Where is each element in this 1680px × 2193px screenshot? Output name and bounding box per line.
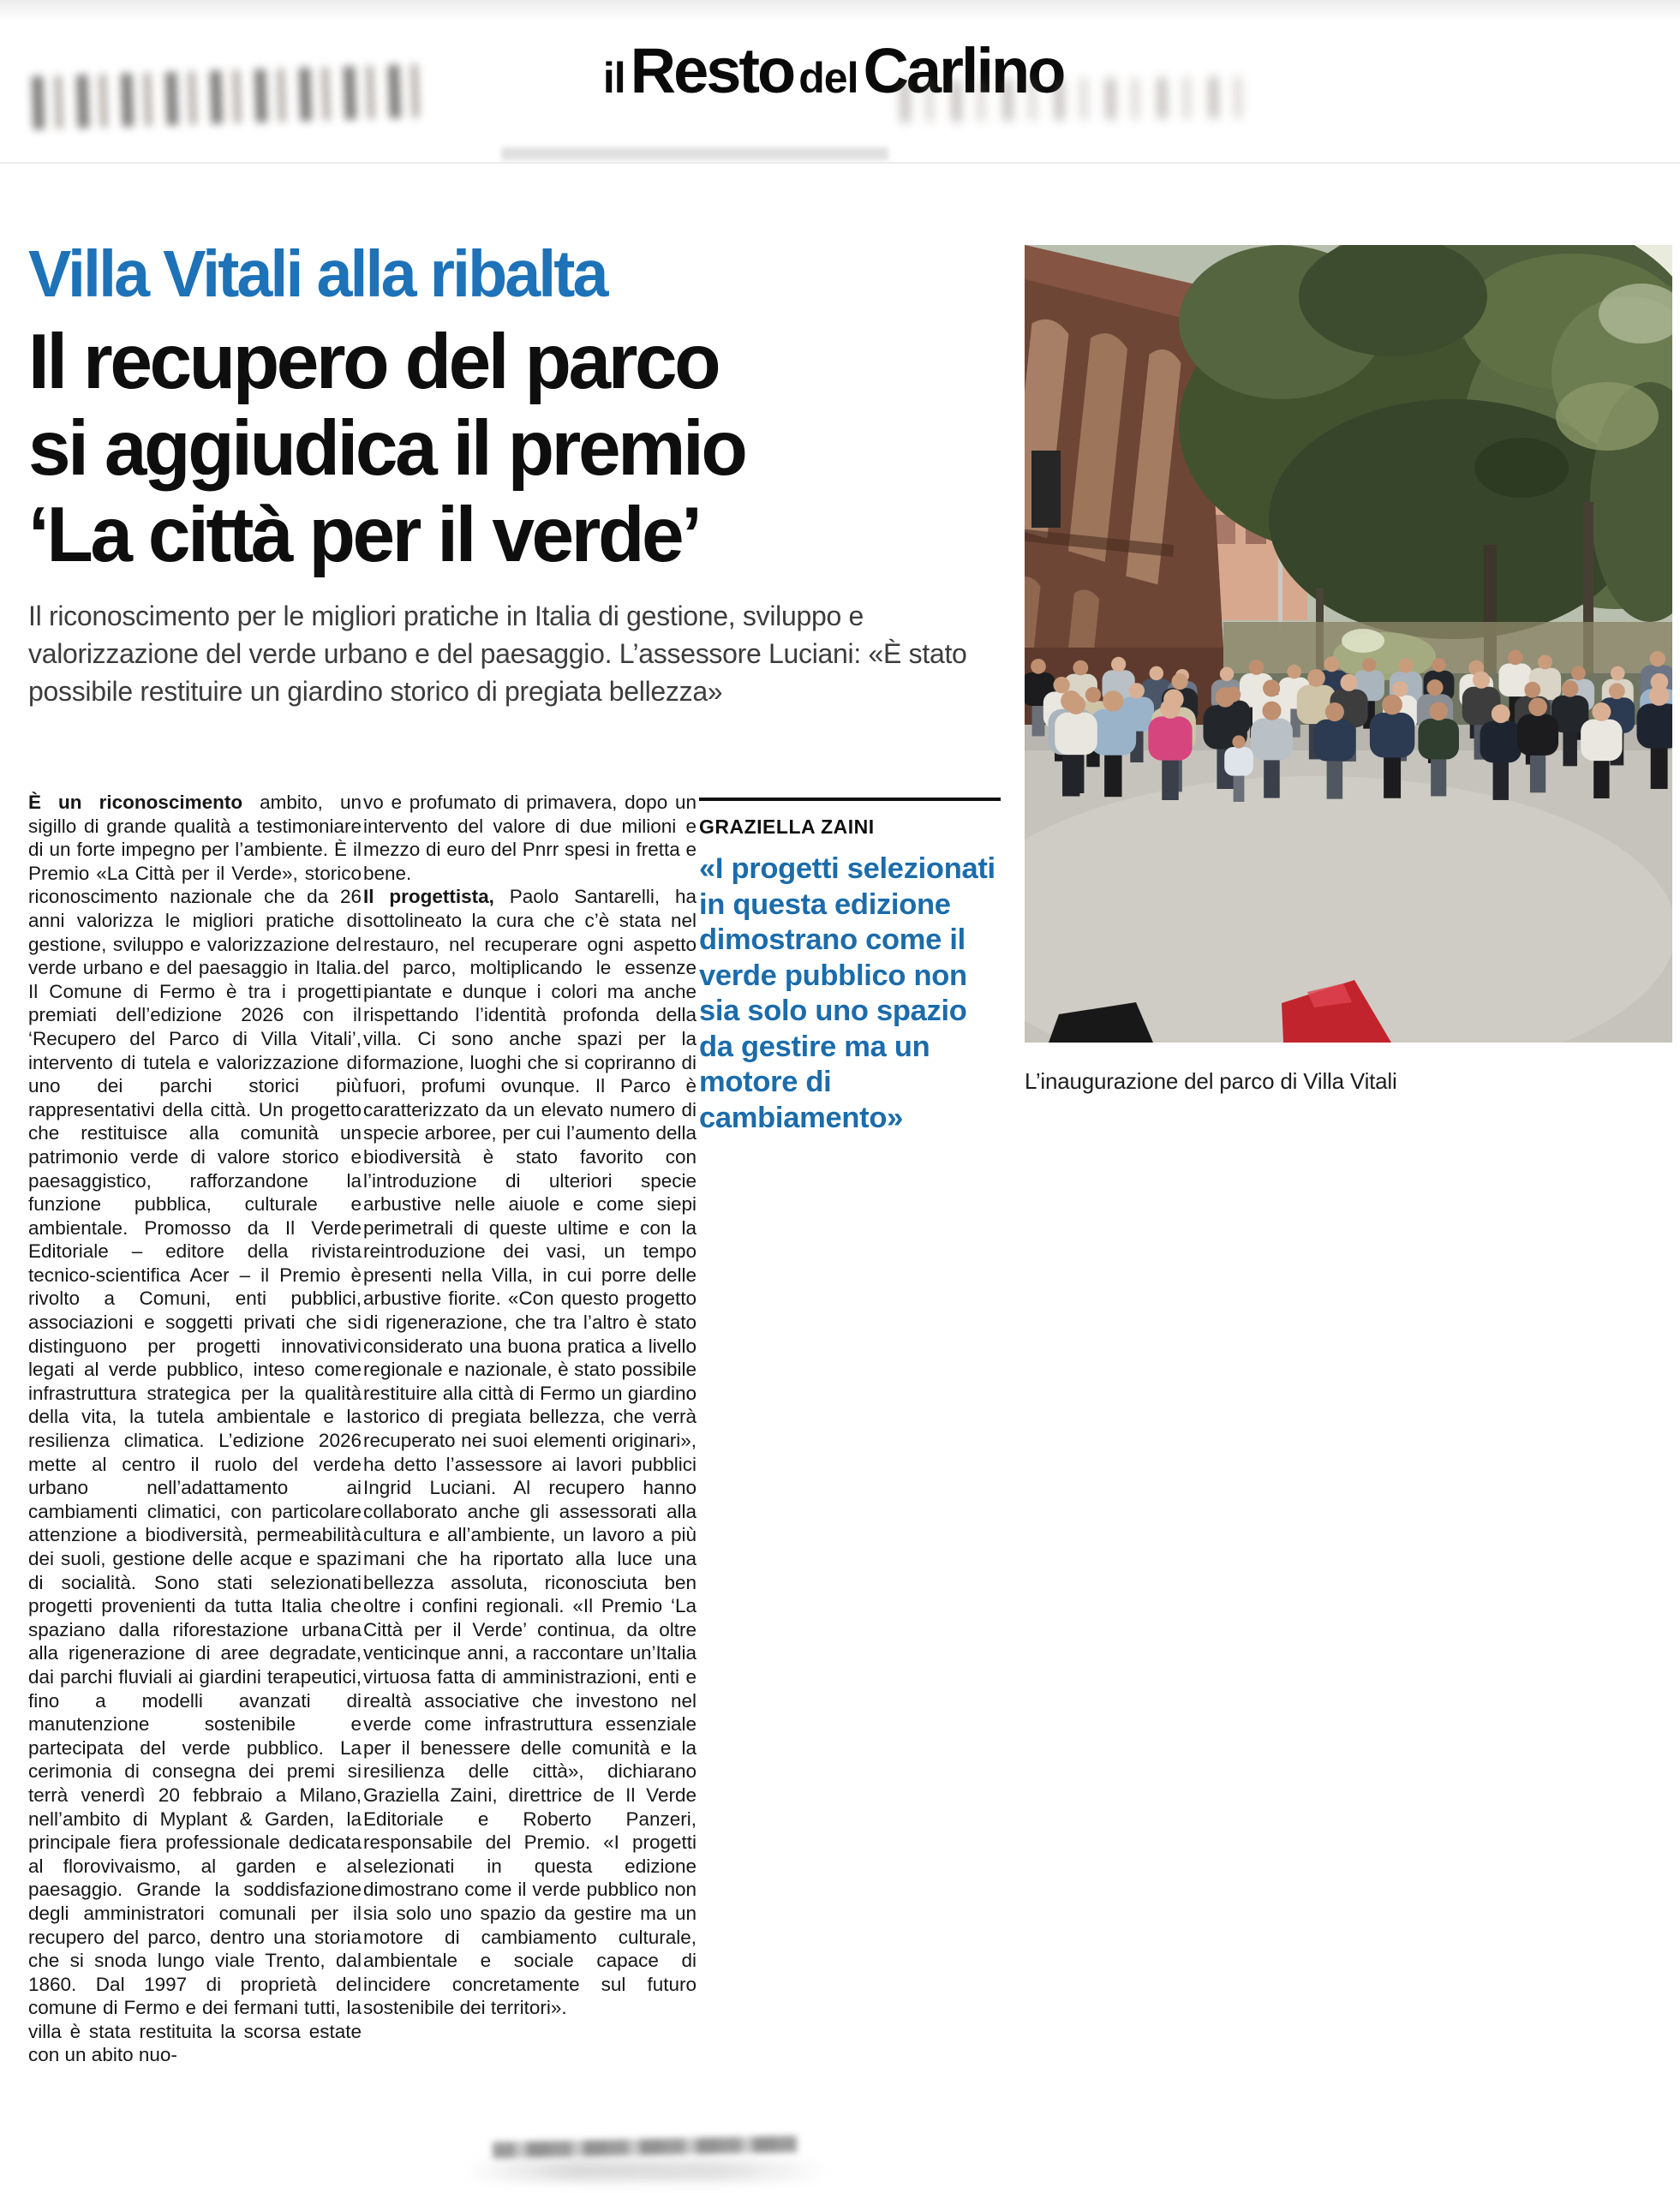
- main-headline: [28, 319, 744, 578]
- photo-caption: L’inaugurazione del parco di Villa Vitali: [1025, 1068, 1397, 1094]
- masthead-left-blur: [32, 64, 423, 129]
- lead-bold-text: È un riconoscimento: [28, 792, 243, 813]
- body-column-1: [28, 791, 362, 2193]
- body-paragraph: [363, 885, 697, 2020]
- masthead: [0, 0, 1680, 180]
- body-text: ambito, un sigillo di grande qualità a testimoniare di un forte impegno per l’ambiente. È il Premio «La Città per il Verde», storico riconoscimento nazionale che da 26 anni valorizza le migliori pratiche di gestione, sviluppo e valorizzazione del verde urbano e del paesaggio in Italia. Il Comune di Fermo è tra i progetti premiati dell’edizione 2026 con il ‘Recupero del Parco di Villa Vitali’, intervento di tutela e valorizzazione di uno dei parchi storici più rappresentativi della città. Un progetto che restituisce alla comunità un patrimonio verde di valore storico e paesaggistico, rafforzandone la funzione pubblica, culturale e ambientale. Promosso da Il Verde Editoriale – editore della rivista tecnico-scientifica Acer – il Premio è rivolto a Comuni, enti pubblici, associazioni e soggetti privati che si distinguono per progetti innovativi legati al verde pubblico, inteso come infrastruttura strategica per la qualità della vita, la tutela ambientale e la resilienza climatica. L’edizione 2026 mette al centro il ruolo del verde urbano nell’adattamento ai cambiamenti climatici, con particolare attenzione a biodiversità, permeabilità dei suoli, gestione delle acque e spazi di socialità. Sono stati selezionati progetti provenienti da tutta Italia che spaziano dalla riforestazione urbana alla rigenerazione di aree degradate, dai parchi fluviali ai giardini terapeutici, fino a modelli avanzati di manutenzione sostenibile e partecipata del verde pubblico. La cerimonia di consegna dei premi si terrà venerdì 20 febbraio a Milano, nell’ambito di Myplant & Garden, la principale fiera professionale dedicata al florovivaismo, al garden e al paesaggio. Grande la soddisfazione degli amministratori comunali per il recupero del parco, dentro una storia che si snoda lungo viale Trento, dal 1860. Dal 1997 di proprietà del comune di Fermo e dei fermani tutti, la villa è stata restituita la scorsa estate con un abito nuo-: [28, 792, 362, 2066]
- body-paragraph: vo e profumato di primavera, dopo un intervento del valore di due milioni e mezzo di euro del Pnrr spesi in fretta e bene.: [363, 792, 697, 884]
- scan-shadow: [0, 0, 1680, 21]
- photo-illustration: [1025, 245, 1672, 1043]
- logo-word: Resto: [630, 35, 794, 106]
- headline-line: ‘La città per il verde’: [28, 492, 700, 578]
- pull-quote: [699, 798, 1001, 1136]
- masthead-right-blur: [901, 76, 1245, 122]
- logo-word: del: [798, 54, 858, 102]
- logo-word: il: [602, 54, 625, 102]
- headline-line: Il recupero del parco: [28, 319, 719, 405]
- masthead-fold-shadow: [501, 147, 888, 160]
- logo-word: Carlino: [863, 35, 1064, 106]
- quote-author: GRAZIELLA ZAINI: [699, 816, 875, 838]
- byline-signature-blur-2: [467, 2160, 827, 2181]
- kicker-headline: Villa Vitali alla ribalta: [28, 237, 607, 311]
- lead-bold-text: Il progettista,: [363, 886, 494, 908]
- body-column-2: [363, 791, 697, 2193]
- standfirst: Il riconoscimento per le migliori pratiche in Italia di gestione, sviluppo e valorizzazione del verde urbano e del paesaggio. L’assessore Luciani: «È stato possibile restituire un giardino storico di pregiata bellezza»: [28, 601, 967, 707]
- masthead-divider: [0, 162, 1680, 164]
- quote-rule: [699, 798, 1001, 801]
- quote-text: «I progetti selezionati in questa edizione dimostrano come il verde pubblico non sia solo uno spazio da gestire ma un motore di cambiamento»: [699, 852, 995, 1134]
- inauguration-photo: [1025, 245, 1672, 1043]
- body-paragraph: [28, 791, 362, 2067]
- headline-line: si aggiudica il premio: [28, 405, 745, 492]
- body-text: Paolo Santarelli, ha sottolineato la cura che c’è stata nel restauro, nel recuperare ogni aspetto del parco, moltiplicando le essenze piantate e dunque i colori ma anche rispettando l’identità profonda della villa. Ci sono anche spazi per la formazione, luoghi che si copriranno di fuori, profumi ovunque. Il Parco è caratterizzato da un elevato numero di specie arboree, per cui l’aumento della biodiversità è stato favorito con l’introduzione di ulteriori specie arbustive nelle aiuole e come siepi perimetrali di queste ultime e con la reintroduzione dei vasi, un tempo presenti nella Villa, in cui porre delle arbustive fiorite. «Con questo progetto di rigenerazione, che tra l’altro è stato considerato una buona pratica a livello regionale e nazionale, è stato possibile restituire alla città di Fermo un giardino storico di pregiata bellezza, che verrà recuperato nei suoi elementi originari», ha detto l’assessore ai lavori pubblici Ingrid Luciani. Al recupero hanno collaborato anche gli assessorati alla cultura e all’ambiente, un lavoro a più mani che ha riportato alla luce una bellezza assoluta, riconosciuta ben oltre i confini regionali. «Il Premio ‘La Città per il Verde’ continua, da oltre venticinque anni, a raccontare un’Italia virtuosa fatta di amministrazioni, enti e realtà associative che investono nel verde come infrastruttura essenziale per il benessere delle comunità e la resilienza delle città», dichiarano Graziella Zaini, direttrice de Il Verde Editoriale e Roberto Panzeri, responsabile del Premio. «I progetti selezionati in questa edizione dimostrano come il verde pubblico non sia solo uno spazio da gestire ma un motore di cambiamento culturale, ambientale e sociale capace di incidere concretamente sul futuro sostenibile dei territori».: [363, 886, 697, 2019]
